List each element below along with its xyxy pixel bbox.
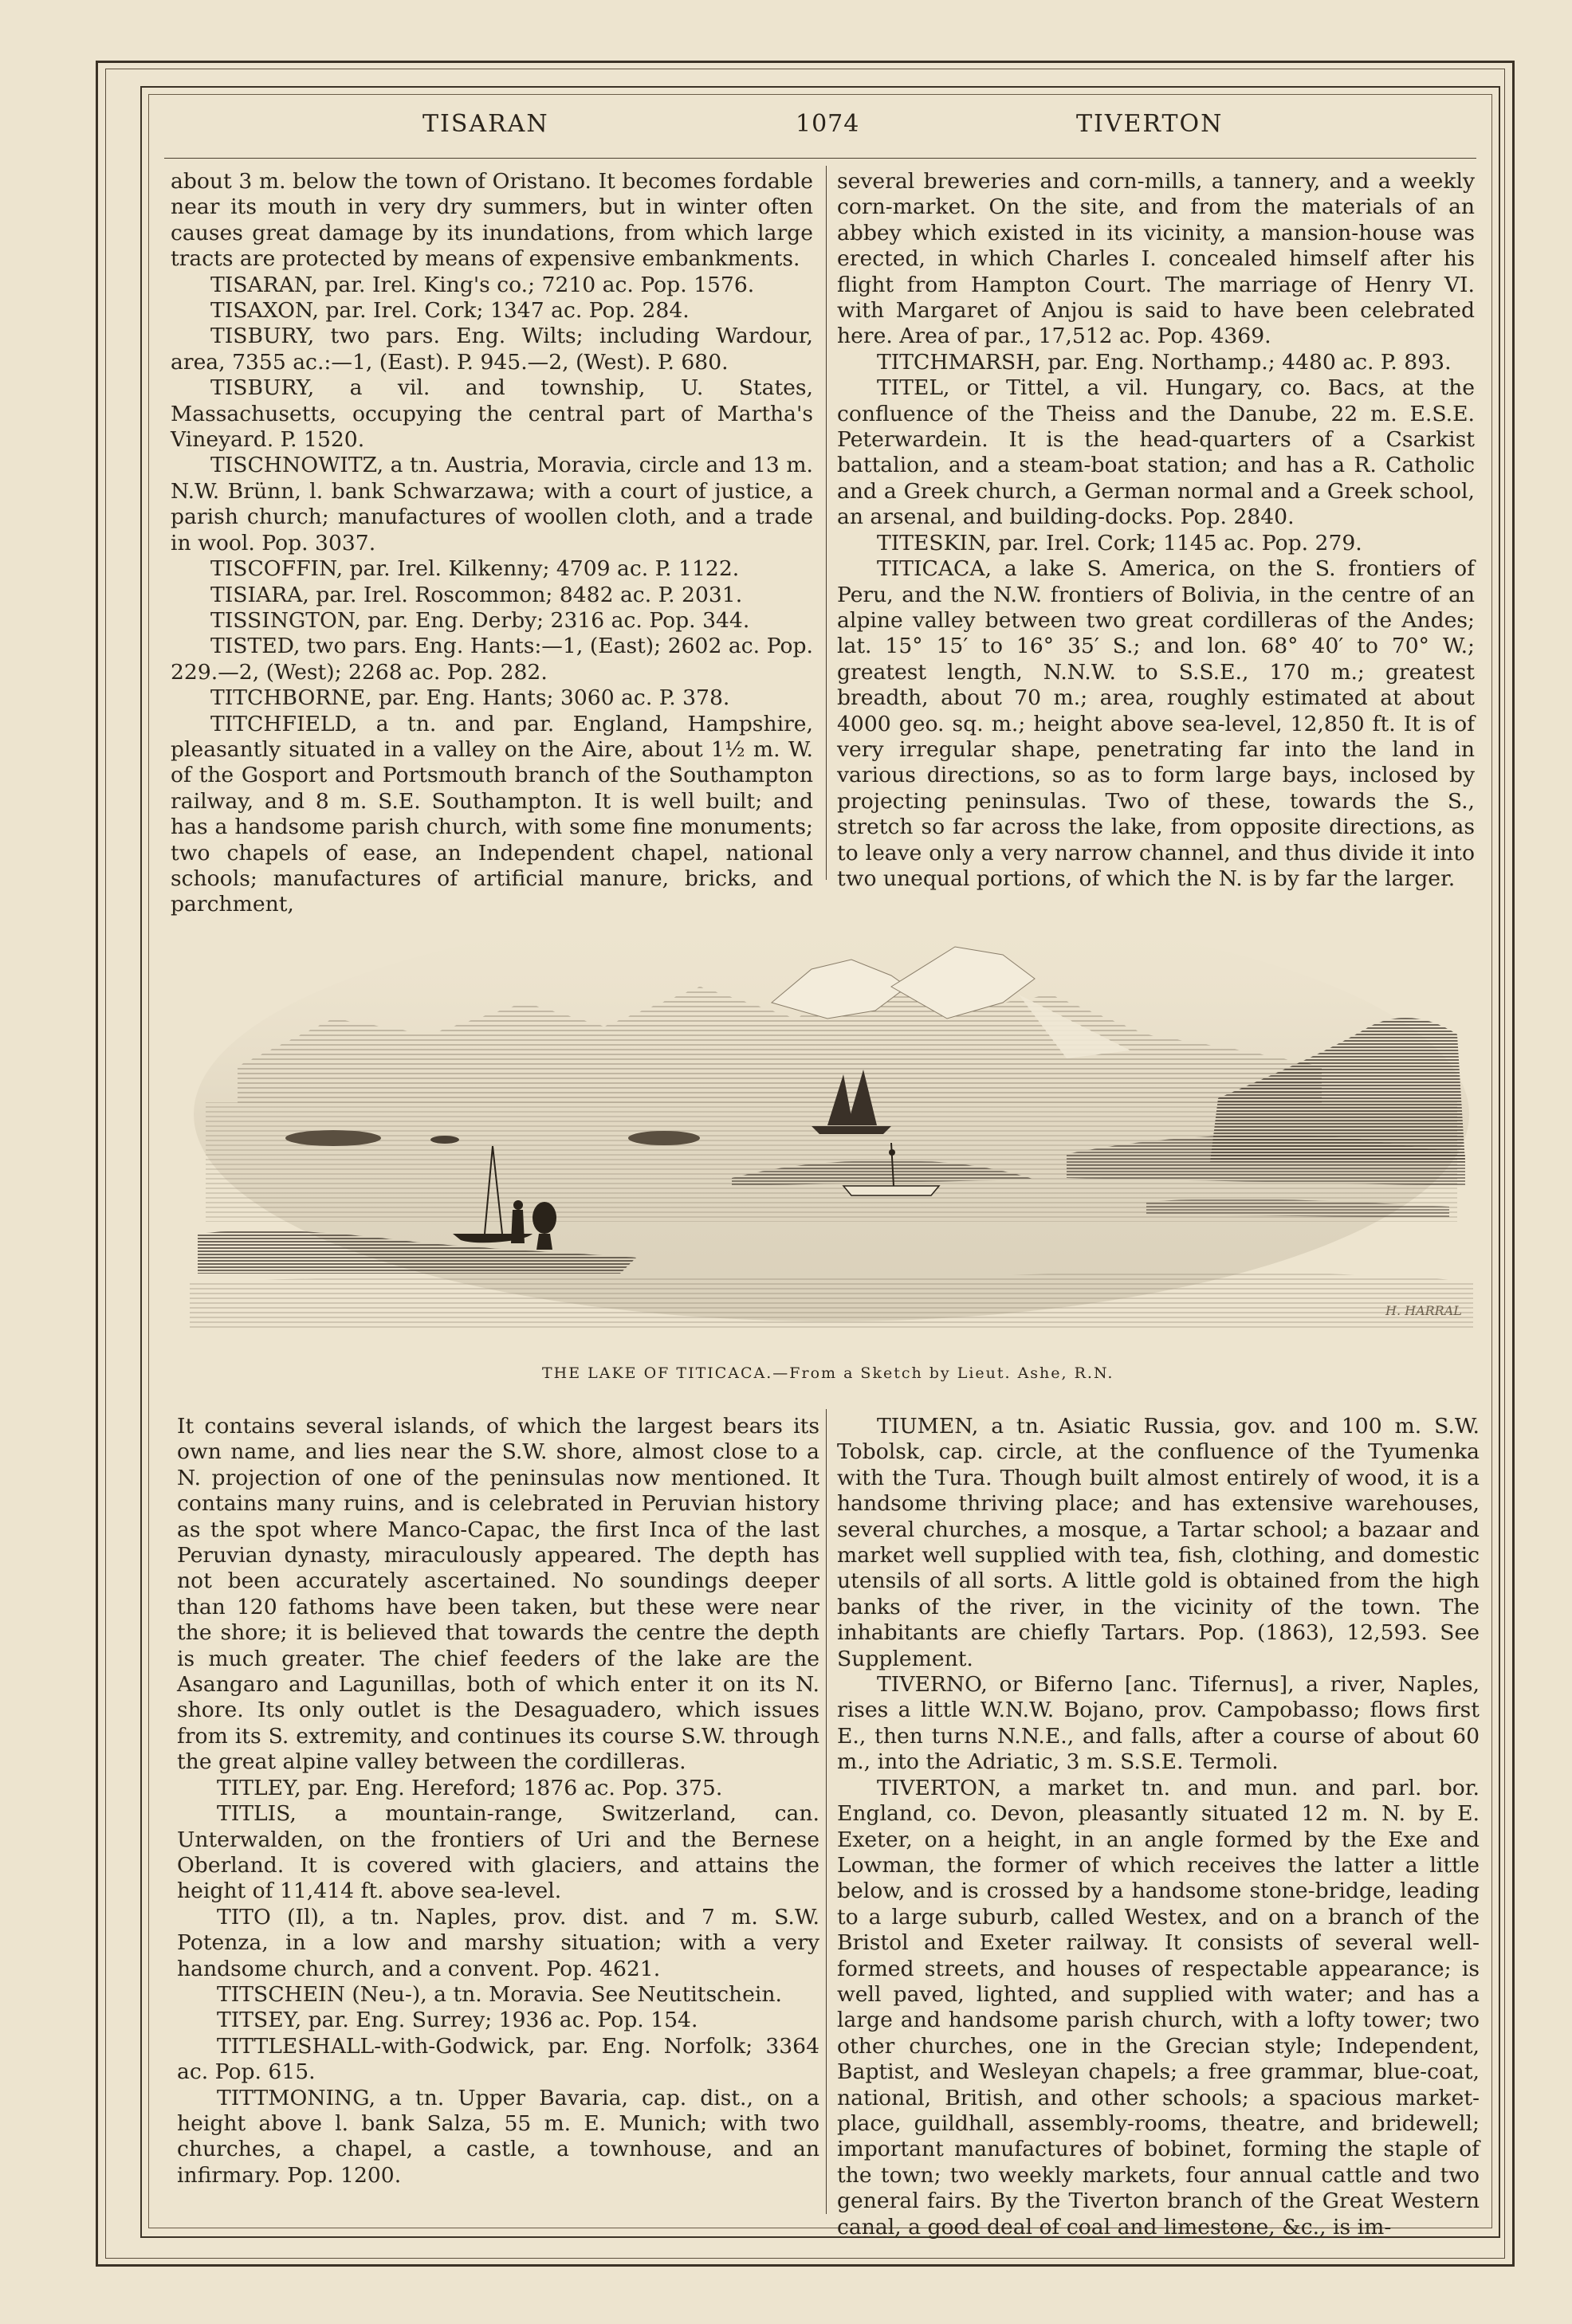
entry-tisbury-eng: TISBURY, two pars. Eng. Wilts; including Wardour, area, 7355 ac.:—1, (East). P. 945.—2, (West). P. 680. — [171, 324, 813, 375]
paragraph: about 3 m. below the town of Oristano. It becomes fordable near its mouth in very dry summers, but in winter often causes great damage by its inundations, from which large tracts are protected by means of expensive embankments. — [171, 169, 813, 272]
entry-titchborne: TITCHBORNE, par. Eng. Hants; 3060 ac. P. 378. — [210, 685, 730, 711]
lake-titicaca-engraving — [190, 899, 1473, 1331]
entry-tittleshall: TITTLESHALL-with-Godwick, par. Eng. Norfolk; 3364 ac. Pop. 615. — [177, 2033, 819, 2085]
engraver-signature: H. HARRAL — [1385, 1303, 1462, 1318]
entry-titicaca: TITICACA, a lake S. America, on the S. frontiers of Peru, and the N.W. frontiers of Bolivia, in the centre of an alpine valley between two great cordilleras of the Andes; lat. 15° 15′ to 16° 35′ S.; and lon. 68° 40′ to 70° W.; greatest length, N.N.W. to S.S.E., 170 m.; greatest breadth, about 70 m.; area, roughly estimated at about 4000 geo. sq. m.; height above sea-level, 12,850 ft. It is of very irregular shape, penetrating far into the land in various directions, so as to form large bays, inclosed by projecting peninsulas. Two of these, towards the S., stretch so far across the lake, from opposite directions, as to leave only a very narrow channel, and thus divide it into two unequal portions, of which the N. is by far the larger. — [837, 556, 1475, 891]
entry-titeskin: TITESKIN, par. Irel. Cork; 1145 ac. Pop. 279. — [877, 530, 1362, 555]
entry-tiumen: TIUMEN, a tn. Asiatic Russia, gov. and 100 m. S.W. Tobolsk, cap. circle, at the confluence of the Tyumenka with the Tura. Though built almost entirely of wood, it is a handsome thriving place; and has extensive warehouses, several churches, a mosque, a Tartar school; a bazaar and market well supplied with tea, fish, clothing, and domestic utensils of all sorts. A little gold is obtained from the high banks of the river, in the vicinity of the town. The inhabitants are chiefly Tartars. Pop. (1863), 12,593. See Supplement. — [837, 1414, 1480, 1671]
entry-tisted: TISTED, two pars. Eng. Hants:—1, (East); 2602 ac. Pop. 229.—2, (West); 2268 ac. Pop. 282. — [171, 634, 813, 685]
entry-tisaran: TISARAN, par. Irel. King's co.; 7210 ac. Pop. 1576. — [210, 272, 755, 297]
column-top-right — [837, 169, 1475, 892]
entry-tisbury-us: TISBURY, a vil. and township, U. States, Massachusetts, occupying the central part of Martha's Vineyard. P. 1520. — [171, 375, 813, 453]
column-bottom-left — [177, 1414, 819, 2189]
running-head-left: TISARAN — [422, 110, 549, 138]
page-number: 1074 — [796, 110, 860, 138]
entry-tisiara: TISIARA, par. Irel. Roscommon; 8482 ac. P. 2031. — [210, 582, 743, 607]
entry-tiverton: TIVERTON, a market tn. and mun. and parl. bor. England, co. Devon, pleasantly situated 12 m. N. by E. Exeter, on a height, in an angle formed by the Exe and Lowman, the former of which receives the latter a little below, and is crossed by a handsome stone-bridge, leading to a large suburb, called Westex, and on a branch of the Bristol and Exeter railway. It consists of several well-formed streets, and houses of respectable appearance; is well paved, lighted, and supplied with water; and has a large and handsome parish church, with a lofty tower; two other churches, one in the Grecian style; Independent, Baptist, and Wesleyan chapels; a free grammar, blue-coat, national, British, and other schools; a spacious market-place, guildhall, assembly-rooms, theatre, and bridewell; important manufactures of bobinet, forming the staple of the town; two weekly markets, four annual cattle and two general fairs. By the Tiverton branch of the Great Western canal, a good deal of coal and limestone, &c., is im- — [837, 1775, 1480, 2240]
column-bottom-right — [837, 1414, 1480, 2240]
entry-tittmoning: TITTMONING, a tn. Upper Bavaria, cap. dist., on a height above l. bank Salza, 55 m. E. Munich; with two churches, a chapel, a castle, a townhouse, and an infirmary. Pop. 1200. — [177, 2085, 819, 2188]
entry-titschein: TITSCHEIN (Neu-), a tn. Moravia. See Neutitschein. — [217, 1981, 782, 2007]
column-top-left — [171, 169, 813, 918]
figure-caption: THE LAKE OF TITICACA.—From a Sketch by Lieut. Ashe, R.N. — [542, 1364, 1114, 1382]
entry-tiscoffin: TISCOFFIN, par. Irel. Kilkenny; 4709 ac. P. 1122. — [210, 556, 740, 582]
running-head-right: TIVERTON — [1076, 110, 1224, 138]
entry-titley: TITLEY, par. Eng. Hereford; 1876 ac. Pop. 375. — [217, 1775, 723, 1800]
entry-tito: TITO (Il), a tn. Naples, prov. dist. and 7 m. S.W. Potenza, in a low and marshy situation; with a very handsome church, and a convent. Pop. 4621. — [177, 1904, 819, 1981]
entry-tiverno: TIVERNO, or Biferno [anc. Tifernus], a river, Naples, rises a little W.N.W. Bojano, prov. Campobasso; flows first E., then turns N.N.E., and falls, after a course of about 60 m., into the Adriatic, 3 m. S.S.E. Termoli. — [837, 1672, 1480, 1775]
paragraph: several breweries and corn-mills, a tannery, and a weekly corn-market. On the site, and from the materials of an abbey which existed in its vicinity, a mansion-house was erected, in which Charles I. concealed himself after his flight from Hampton Court. The marriage of Henry VI. with Margaret of Anjou is said to have been celebrated here. Area of par., 17,512 ac. Pop. 4369. — [837, 169, 1475, 349]
entry-titel: TITEL, or Tittel, a vil. Hungary, co. Bacs, at the confluence of the Theiss and the Danube, 22 m. E.S.E. Peterwardein. It is the head-quarters of a Csarkist battalion, and a steam-boat station; and has a R. Catholic and a Greek church, a German normal and a Greek school, an arsenal, and building-docks. Pop. 2840. — [837, 375, 1475, 530]
entry-titsey: TITSEY, par. Eng. Surrey; 1936 ac. Pop. 154. — [217, 2008, 698, 2033]
entry-tisaxon: TISAXON, par. Irel. Cork; 1347 ac. Pop. 284. — [210, 298, 690, 324]
entry-titchmarsh: TITCHMARSH, par. Eng. Northamp.; 4480 ac. P. 893. — [877, 349, 1452, 375]
entry-tischnowitz: TISCHNOWITZ, a tn. Austria, Moravia, circle and 13 m. N.W. Brünn, l. bank Schwarzawa; with a court of justice, a parish church; manufactures of woollen cloth, and a trade in wool. Pop. 3037. — [171, 453, 813, 555]
column-divider-top — [826, 166, 827, 880]
paragraph: It contains several islands, of which the largest bears its own name, and lies near the S.W. shore, almost close to a N. projection of one of the peninsulas now mentioned. It contains many ruins, and is celebrated in Peruvian history as the spot where Manco-Capac, the first Inca of the last Peruvian dynasty, miraculously appeared. The depth has not been accurately ascertained. No soundings deeper than 120 fathoms have been taken, but these were near the shore; it is believed that towards the centre the depth is much greater. The chief feeders of the lake are the Asangaro and Lagunillas, both of which enter it on its N. shore. Its only outlet is the Desaguadero, which issues from its S. extremity, and continues its course S.W. through the great alpine valley between the cordilleras. — [177, 1414, 819, 1775]
column-divider-bottom — [826, 1409, 827, 2214]
entry-titchfield: TITCHFIELD, a tn. and par. England, Hampshire, pleasantly situated in a valley on the Aire, about 1½ m. W. of the Gosport and Portsmouth branch of the Southampton railway, and 8 m. S.E. Southampton. It is well built; and has a handsome parish church, with some fine monuments; two chapels of ease, an Independent chapel, national schools; manufactures of artificial manure, bricks, and parchment, — [171, 711, 813, 917]
entry-titlis: TITLIS, a mountain-range, Switzerland, can. Unterwalden, on the frontiers of Uri and the Bernese Oberland. It is covered with glaciers, and attains the height of 11,414 ft. above sea-level. — [177, 1801, 819, 1904]
header-rule — [164, 158, 1476, 159]
entry-tissington: TISSINGTON, par. Eng. Derby; 2316 ac. Pop. 344. — [210, 607, 750, 633]
